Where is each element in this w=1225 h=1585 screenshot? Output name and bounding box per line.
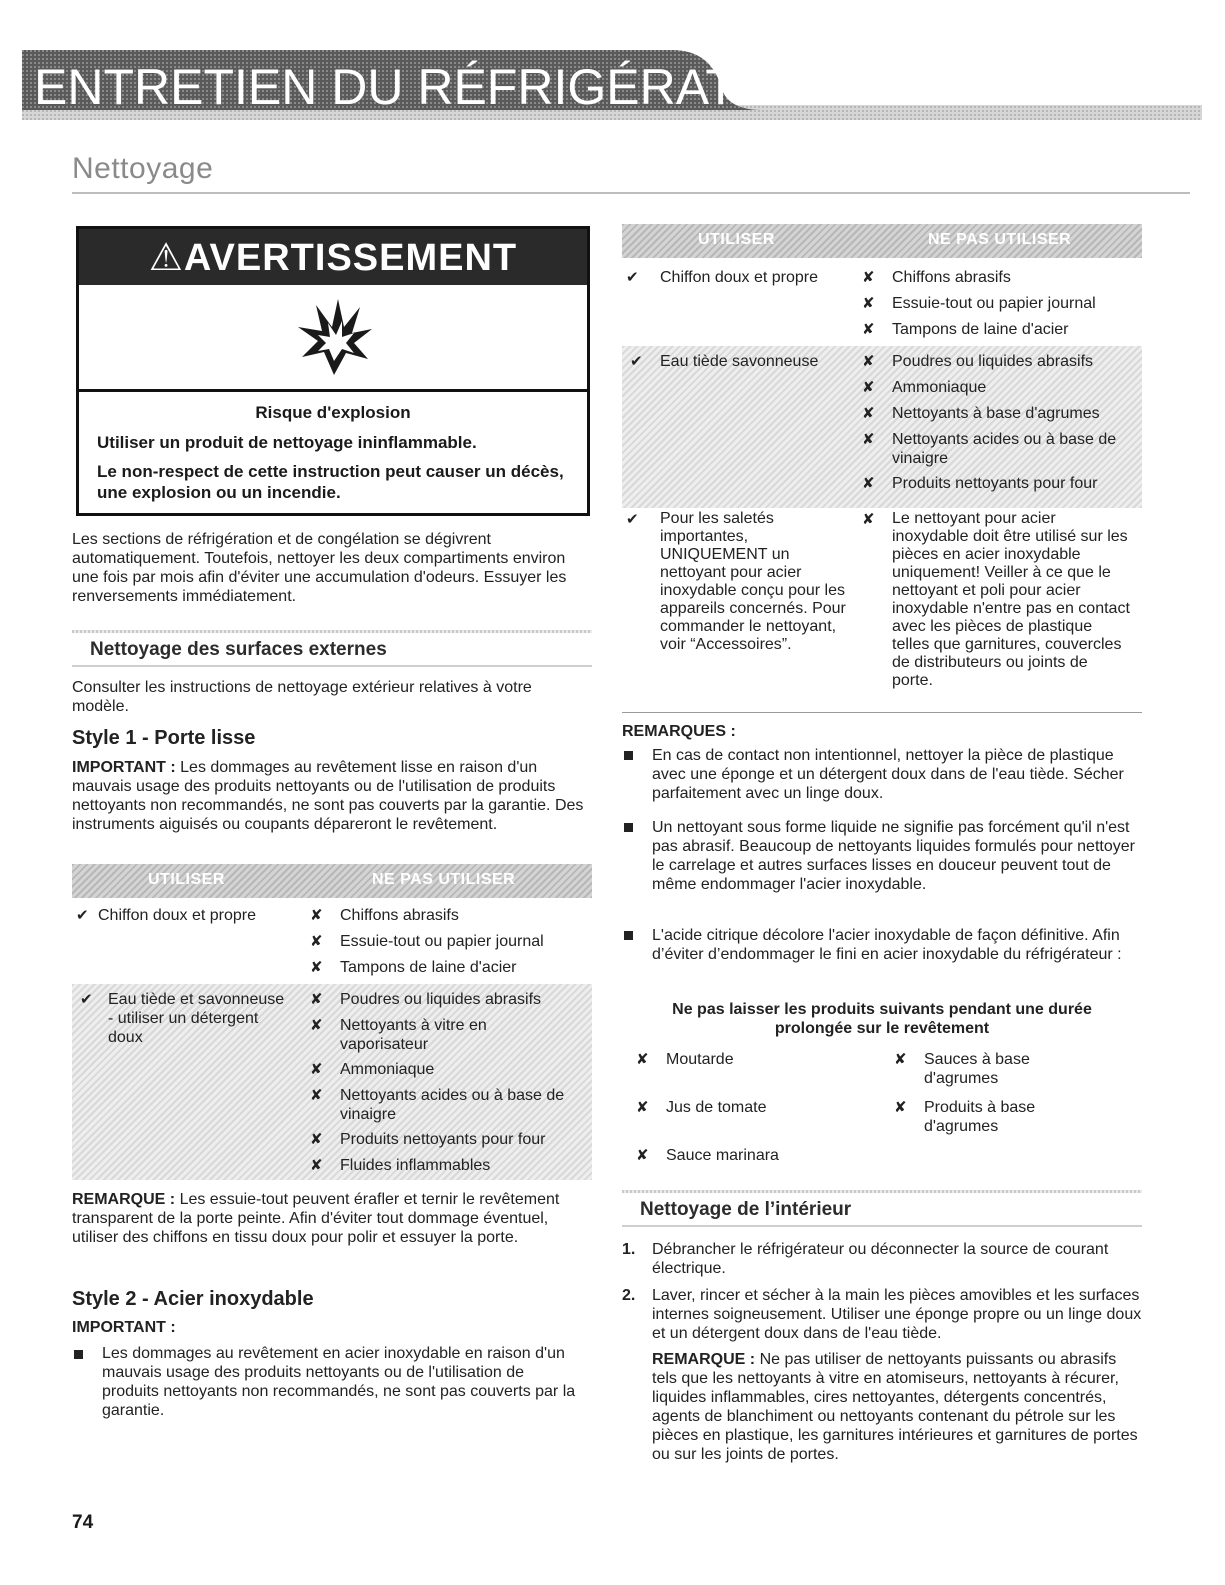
style2-important-label: IMPORTANT : — [72, 1319, 176, 1336]
style2-bullet-1: Les dommages au revêtement en acier inoxydable en raison d'un mauvais usage des produits nettoyants ou de l'utilisation de produits nettoyants non recommandés, ne sont pas couverts par la garantie. — [102, 1345, 576, 1419]
warning-title-text: AVERTISSEMENT — [183, 237, 518, 279]
style1-important — [72, 758, 586, 834]
style1-dont-2c: Ammoniaque — [340, 1061, 435, 1078]
style1-dont-1a: Chiffons abrasifs — [340, 907, 459, 924]
style1-dont-2d: Nettoyants acides ou à base de vinaigre — [340, 1087, 565, 1123]
style1-use-2: Eau tiède et savonneuse - utiliser un détergent doux — [108, 991, 285, 1046]
warning-box — [76, 226, 590, 516]
style2-dont-3: Le nettoyant pour acier inoxydable doit être utilisé sur les pièces en acier inoxydable uniquement! Veiller à ce que le nettoyant et poli pour acier inoxydable n'entre pas en contact avec les pièces de plastique telles que garnitures, couvercles de distributeurs ou joints de porte. — [892, 510, 1130, 689]
dont-leave-left-2: Jus de tomate — [666, 1099, 767, 1116]
interior-remark-text: Ne pas utiliser de nettoyants puissants ou abrasifs tels que les nettoyants à vitre en atomiseurs, nettoyants à récurer, liquides inflammables, cires nettoyantes, détergents concentrés, agents de blanchiment ou nettoyants contenant du pétrole sur les pièces en plastique, les garnitures intérieures et garnitures de portes ou sur les joints de portes. — [652, 1351, 1138, 1463]
page-title: Nettoyage — [72, 152, 214, 185]
warning-title — [79, 235, 587, 280]
check-icon: ✔ — [626, 511, 639, 528]
cross-icon: ✘ — [862, 353, 875, 370]
style1-dont-2b: Nettoyants à vitre en vaporisateur — [340, 1017, 487, 1053]
cross-icon: ✘ — [862, 321, 875, 338]
style1-dont-1c: Tampons de laine d'acier — [340, 959, 517, 976]
style2-dont-2e: Produits nettoyants pour four — [892, 475, 1098, 492]
style1-use-1: Chiffon doux et propre — [98, 907, 257, 924]
style1-important-text: Les dommages au revêtement lisse en raison d'un mauvais usage des produits nettoyants ou de l'utilisation de produits nettoyants non recommandés, ne sont pas couverts par la garantie. Des instruments aiguisés ou coupants dépareront le revêtement. — [72, 759, 584, 833]
style2-dont-1a: Chiffons abrasifs — [892, 269, 1011, 286]
style2-use-1: Chiffon doux et propre — [660, 269, 819, 286]
style1-use-header: UTILISER — [148, 871, 225, 888]
cross-icon: ✘ — [310, 1017, 323, 1034]
style1-heading: Style 1 - Porte lisse — [72, 727, 256, 749]
interior-heading-block — [622, 1190, 1142, 1227]
style2-use-2: Eau tiède savonneuse — [660, 353, 819, 370]
cross-icon: ✘ — [310, 1131, 323, 1148]
cross-icon: ✘ — [636, 1147, 649, 1164]
cross-icon: ✘ — [310, 1087, 323, 1104]
check-icon: ✔ — [76, 907, 89, 924]
cross-icon: ✘ — [310, 959, 323, 976]
cross-icon: ✘ — [310, 1157, 323, 1174]
table-bottom-rule — [622, 712, 1142, 713]
cross-icon: ✘ — [894, 1099, 907, 1116]
interior-step-1: Débrancher le réfrigérateur ou déconnecter la source de courant électrique. — [652, 1241, 1109, 1277]
external-heading-block — [72, 630, 592, 667]
warning-triangle-icon: ⚠ — [148, 237, 184, 279]
style2-use-header: UTILISER — [698, 231, 775, 248]
bullet-icon — [74, 1350, 83, 1359]
step-number-1: 1. — [622, 1241, 636, 1258]
check-icon: ✔ — [626, 269, 639, 286]
bullet-icon — [624, 823, 633, 832]
style1-remark-label: REMARQUE : — [72, 1191, 176, 1208]
style1-dont-2a: Poudres ou liquides abrasifs — [340, 991, 542, 1008]
style1-important-label: IMPORTANT : — [72, 759, 176, 776]
external-text: Consulter les instructions de nettoyage extérieur relatives à votre modèle. — [72, 679, 532, 715]
title-divider — [72, 192, 1190, 194]
bullet-icon — [624, 931, 633, 940]
warning-header — [79, 229, 587, 285]
cross-icon: ✘ — [862, 379, 875, 396]
remarks-label: REMARQUES : — [622, 723, 736, 740]
dont-leave-right-1: Sauces à base d'agrumes — [924, 1051, 1030, 1087]
external-heading: Nettoyage des surfaces externes — [90, 639, 387, 660]
style2-dont-header: NE PAS UTILISER — [928, 231, 1072, 248]
style1-dont-2e: Produits nettoyants pour four — [340, 1131, 546, 1148]
remark-item-3: L'acide citrique décolore l'acier inoxydable de façon définitive. Afin d’éviter d’endommager le fini en acier inoxydable du réfrigérateur : — [652, 927, 1122, 963]
cross-icon: ✘ — [862, 405, 875, 422]
cross-icon: ✘ — [636, 1099, 649, 1116]
intro-paragraph: Les sections de réfrigération et de congélation se dégivrent automatiquement. Toutefois, nettoyer les deux compartiments environ une fois par mois afin d'éviter une accumulation d'odeurs. Essuyer les renversements immédiatement. — [72, 531, 567, 605]
cross-icon: ✘ — [894, 1051, 907, 1068]
warning-divider — [79, 389, 587, 392]
step-number-2: 2. — [622, 1287, 636, 1304]
cross-icon: ✘ — [310, 1061, 323, 1078]
cross-icon: ✘ — [862, 511, 875, 528]
page-number: 74 — [72, 1512, 94, 1533]
style2-dont-2b: Ammoniaque — [892, 379, 987, 396]
style2-dont-2d: Nettoyants acides ou à base de vinaigre — [892, 431, 1117, 467]
dont-leave-right-2: Produits à base d'agrumes — [924, 1099, 1036, 1135]
check-icon: ✔ — [630, 353, 643, 370]
style2-dont-1c: Tampons de laine d'acier — [892, 321, 1069, 338]
style1-dont-2f: Fluides inflammables — [340, 1157, 491, 1174]
interior-heading: Nettoyage de l’intérieur — [640, 1199, 852, 1220]
style1-table-header — [72, 864, 592, 898]
explosion-icon — [294, 297, 374, 377]
style2-dont-2c: Nettoyants à base d'agrumes — [892, 405, 1100, 422]
header-banner — [22, 50, 1202, 120]
cross-icon: ✘ — [862, 475, 875, 492]
dont-leave-left-3: Sauce marinara — [666, 1147, 779, 1164]
style1-dont-1b: Essuie-tout ou papier journal — [340, 933, 544, 950]
cross-icon: ✘ — [636, 1051, 649, 1068]
cross-icon: ✘ — [310, 991, 323, 1008]
warning-instruction: Utiliser un produit de nettoyage ininflammable. — [97, 433, 477, 452]
interior-step-2: Laver, rincer et sécher à la main les pièces amovibles et les surfaces internes soigneusement. Utiliser une éponge propre ou un linge doux et un détergent doux dans de l'eau tiède. — [652, 1287, 1142, 1342]
style1-dont-header: NE PAS UTILISER — [372, 871, 516, 888]
banner-title: ENTRETIEN DU RÉFRIGÉRATEUR — [34, 59, 842, 115]
check-icon: ✔ — [80, 991, 93, 1008]
warning-consequence: Le non-respect de cette instruction peut causer un décès, une explosion ou un incendie. — [97, 462, 564, 502]
style1-remark — [72, 1190, 586, 1247]
style2-dont-1b: Essuie-tout ou papier journal — [892, 295, 1096, 312]
cross-icon: ✘ — [310, 933, 323, 950]
warning-risk: Risque d'explosion — [255, 403, 411, 422]
cross-icon: ✘ — [862, 269, 875, 286]
dont-leave-title: Ne pas laisser les produits suivants pendant une durée prolongée sur le revêtement — [672, 1001, 1092, 1037]
cross-icon: ✘ — [862, 431, 875, 448]
cross-icon: ✘ — [862, 295, 875, 312]
dont-leave-left-1: Moutarde — [666, 1051, 734, 1068]
remark-item-2: Un nettoyant sous forme liquide ne signifie pas forcément qu'il n'est pas abrasif. Beaucoup de nettoyants liquides formulés pour nettoyer le carrelage et autres surfaces lisses en douceur peuvent tout de même endommager l'acier inoxydable. — [652, 819, 1135, 893]
style2-dont-2a: Poudres ou liquides abrasifs — [892, 353, 1094, 370]
style2-use-3: Pour les saletés importantes, UNIQUEMENT un nettoyant pour acier inoxydable conçu pour les appareils concernés. Pour commander le nettoyant, voir “Accessoires”. — [660, 510, 846, 653]
bullet-icon — [624, 751, 633, 760]
style2-heading: Style 2 - Acier inoxydable — [72, 1288, 314, 1310]
cross-icon: ✘ — [310, 907, 323, 924]
style1-remark-text: Les essuie-tout peuvent érafler et ternir le revêtement transparent de la porte peinte. Afin d'éviter tout dommage éventuel, utiliser des chiffons en tissu doux pour polir et essuyer la porte. — [72, 1191, 560, 1246]
interior-remark — [652, 1350, 1142, 1464]
style2-table-header — [622, 224, 1142, 258]
interior-remark-label: REMARQUE : — [652, 1351, 756, 1368]
remark-item-1: En cas de contact non intentionnel, nettoyer la pièce de plastique avec une éponge et un détergent doux dans de l'eau tiède. Sécher parfaitement avec un linge doux. — [652, 747, 1124, 802]
